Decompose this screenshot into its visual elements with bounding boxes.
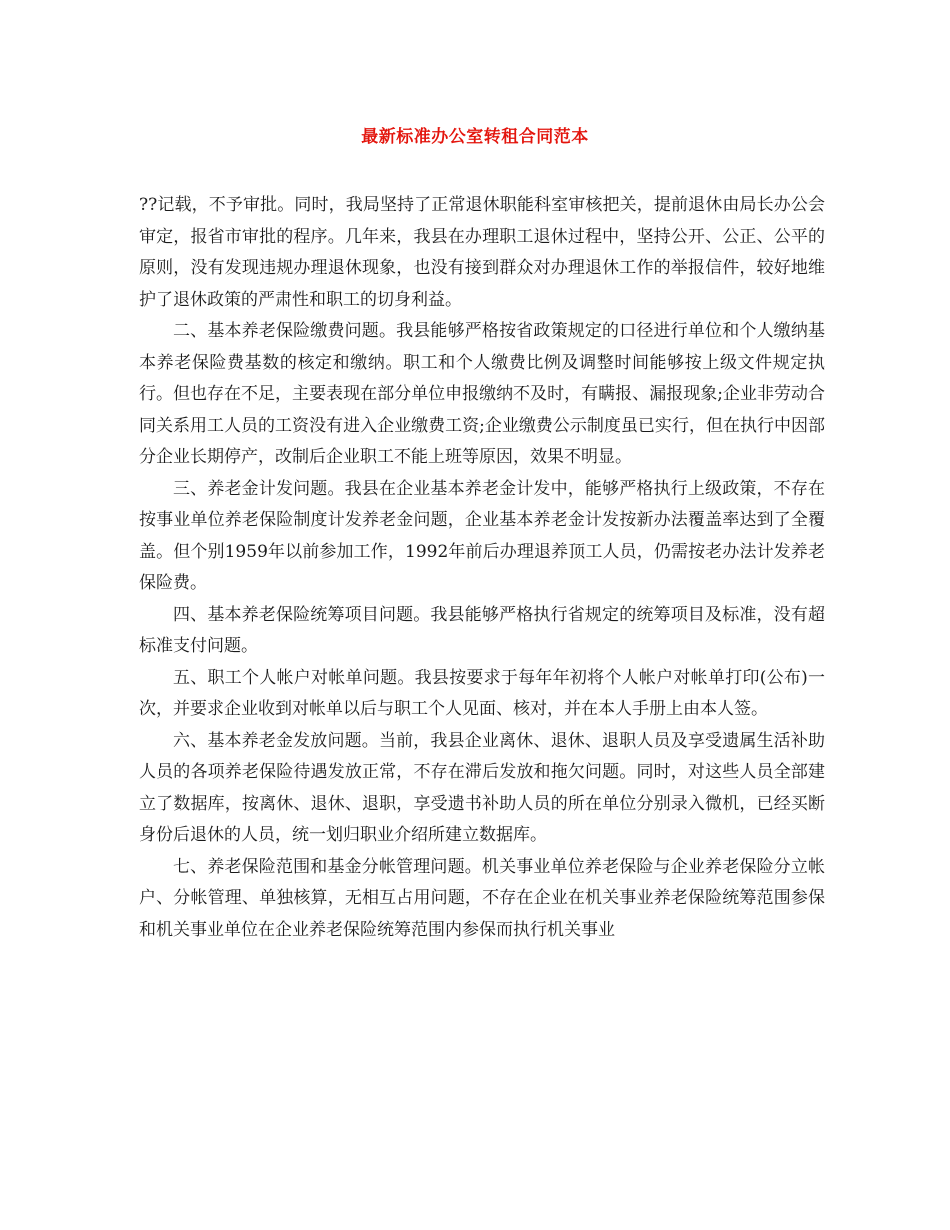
paragraph-account-statement: 五、职工个人帐户对帐单问题。我县按要求于每年年初将个人帐户对帐单打印(公布)一次，并要求企业收到对帐单以后与职工个人见面、核对，并在本人手册上由本人签。 — [139, 667, 825, 719]
paragraph-pension-contribution: 二、基本养老保险缴费问题。我县能够严格按省政策规定的口径进行单位和个人缴纳基本养老保险费基数的核定和缴纳。职工和个人缴费比例及调整时间能够按上级文件规定执行。但也存在不足，主要表现在部分单位申报缴纳不及时，有瞒报、漏报现象;企业非劳动合同关系用工人员的工资没有进入企业缴费工资;企业缴费公示制度虽已实行，但在执行中因部分企业长期停产，改制后企业职工不能上班等原因，效果不明显。 — [139, 321, 825, 467]
paragraph-pension-calculation: 三、养老金计发问题。我县在企业基本养老金计发中，能够严格执行上级政策，不存在按事业单位养老保险制度计发养老金问题，企业基本养老金计发按新办法覆盖率达到了全覆盖。但个别1959年以前参加工作，1992年前后办理退养顶工人员，仍需按老办法计发养老保险费。 — [139, 478, 825, 593]
paragraph-pension-payment: 六、基本养老金发放问题。当前，我县企业离休、退休、退职人员及享受遗属生活补助人员的各项养老保险待遇发放正常，不存在滞后发放和拖欠问题。同时，对这些人员全部建立了数据库，按离休、退休、退职，享受遗书补助人员的所在单位分别录入微机，已经买断身份后退休的人员，统一划归职业介绍所建立数据库。 — [139, 730, 825, 845]
document-body — [139, 190, 825, 946]
document-title: 最新标准办公室转租合同范本 — [361, 127, 589, 147]
paragraph-fund-management: 七、养老保险范围和基金分帐管理问题。机关事业单位养老保险与企业养老保险分立帐户、分帐管理、单独核算，无相互占用问题，不存在企业在机关事业养老保险统筹范围参保和机关事业单位在企业养老保险统筹范围内参保而执行机关事业 — [139, 856, 825, 940]
paragraph-pooling-items: 四、基本养老保险统筹项目问题。我县能够严格执行省规定的统筹项目及标准，没有超标准支付问题。 — [139, 604, 825, 656]
paragraph-continuation: ??记载，不予审批。同时，我局坚持了正常退休职能科室审核把关，提前退休由局长办公会审定，报省市审批的程序。几年来，我县在办理职工退休过程中，坚持公开、公正、公平的原则，没有发现违规办理退休现象，也没有接到群众对办理退休工作的举报信件，较好地维护了退休政策的严肃性和职工的切身利益。 — [139, 195, 825, 310]
